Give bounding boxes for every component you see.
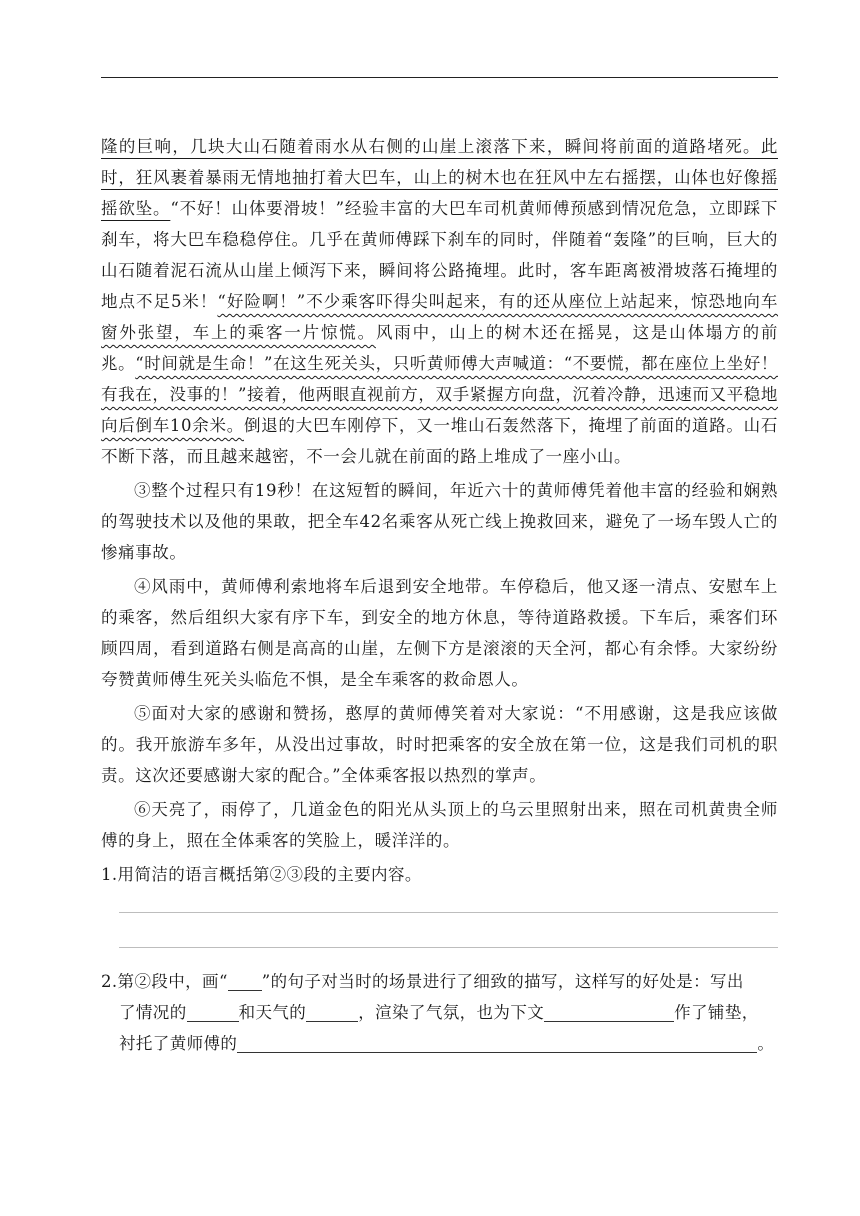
question-1: 1.用简洁的语言概括第②③段的主要内容。 <box>101 865 422 884</box>
question-2-line-3 <box>119 1028 778 1059</box>
question-2 <box>101 966 778 997</box>
question-2-text: 了情况的 <box>119 1003 187 1022</box>
question-2-line-2 <box>119 997 778 1028</box>
underlined-sentence: 隆的巨响，几块大山石随着雨水从右侧的山崖上滚落下来，瞬间将前面的道路堵死。此时，狂风裹着暴雨无情地抽打着大巴车，山上的树木也在狂风中左右摇摆，山体也好像摇摇欲坠。 <box>101 137 778 218</box>
answer-blank-weather[interactable] <box>306 1003 358 1022</box>
paragraph-2 <box>101 131 778 472</box>
paragraph-text: 风雨中，山上的树木还在摇晃，这是山体塌方的前兆。 <box>101 323 779 373</box>
question-2-text: ，渲染了气氛，也为下文 <box>358 1003 545 1022</box>
answer-blank-situation[interactable] <box>187 1003 239 1022</box>
question-2-body <box>101 997 778 1059</box>
question-2-text: ”的句子对当时的场景进行了细致的描写，这样写的好处是：写出 <box>261 972 744 991</box>
answer-blank-foreshadow[interactable] <box>544 1003 674 1022</box>
page-content <box>101 131 778 1059</box>
paragraph-text: 倒退的大巴车刚停下，又一堆山石轰然落下，掩埋了前面的道路。山石不断下落，而且越来越密，不一会儿就在前面的路上堆成了一座小山。 <box>101 416 778 466</box>
question-2-text: 衬托了黄师傅的 <box>119 1034 238 1053</box>
answer-blank-character[interactable] <box>237 1034 757 1053</box>
wavy-underlined-sentence: “时间就是生命！”在这生死关头，只听黄师傅大声喊道：“不要慌，都在座位上坐好！有我在，没事的！”接着，他两眼直视前方，双手紧握方向盘，沉着冷静，迅速而又平稳地向后倒车10余米。 <box>101 354 778 435</box>
paragraph-4: ④风雨中，黄师傅利索地将车后退到安全地带。车停稳后，他又逐一清点、安慰车上的乘客，然后组织大家有序下车，到安全的地方休息，等待道路救援。下车后，乘客们环顾四周，看到道路右侧是高高的山崖，左侧下方是滚滚的天全河，都心有余悸。大家纷纷夸赞黄师傅生死关头临危不惧，是全车乘客的救命恩人。 <box>101 577 778 689</box>
paragraph-5: ⑤面对大家的感谢和赞扬，憨厚的黄师傅笑着对大家说：“不用感谢，这是我应该做的。我开旅游车多年，从没出过事故，时时把乘客的安全放在第一位，这是我们司机的职责。这次还要感谢大家的配合。”全体乘客报以热烈的掌声。 <box>101 704 778 785</box>
question-2-text: 。 <box>757 1034 775 1053</box>
underline-sample-blank <box>228 972 262 991</box>
paragraph-6: ⑥天亮了，雨停了，几道金色的阳光从头顶上的乌云里照射出来，照在司机黄贵全师傅的身上，照在全体乘客的笑脸上，暖洋洋的。 <box>101 800 778 850</box>
question-2-text: 作了铺垫， <box>674 1003 759 1022</box>
paragraph-3: ③整个过程只有19秒！在这短暂的瞬间，年近六十的黄师傅凭着他丰富的经验和娴熟的驾驶技术以及他的果敢，把全车42名乘客从死亡线上挽救回来，避免了一场车毁人亡的惨痛事故。 <box>101 481 778 562</box>
question-2-text: 2.第②段中，画“ <box>101 972 228 991</box>
header-rule <box>101 77 778 78</box>
question-2-text: 和天气的 <box>238 1003 307 1022</box>
wavy-underlined-sentence: “好险啊！”不少乘客吓得尖叫起来，有的还从座位上站起来，惊恐地向车窗外张望，车上的乘客一片惊慌。 <box>101 292 779 342</box>
paragraph-text: “不好！山体要滑坡！”经验丰富的大巴车司机黄师傅预感到情况危急，立即踩下刹车，将大巴车稳稳停住。几乎在黄师傅踩下刹车的同时，伴随着“轰隆”的巨响，巨大的山石随着泥石流从山崖上倾泻下来，瞬间将公路掩埋。此时，客车距离被滑坡落石掩埋的地点不足5米！ <box>101 199 778 311</box>
